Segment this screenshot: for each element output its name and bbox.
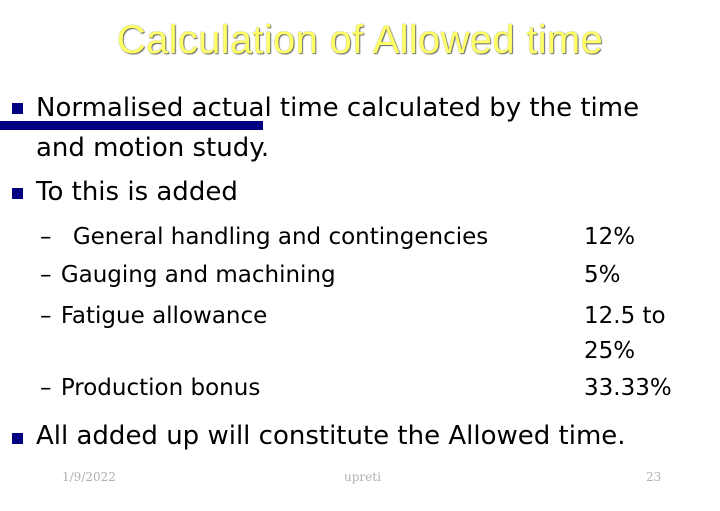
allowance-label: General handling and contingencies bbox=[72, 224, 489, 250]
dash: – bbox=[40, 224, 52, 250]
allowance-value-4: 33.33% bbox=[584, 375, 672, 401]
allowance-label: Gauging and machining bbox=[60, 262, 336, 288]
allowance-label: Fatigue allowance bbox=[60, 303, 268, 329]
allowance-label: Production bonus bbox=[60, 375, 261, 401]
bullet-text-1-line2: and motion study. bbox=[36, 133, 270, 163]
bullet-text-3: All added up will constitute the Allowed time. bbox=[36, 421, 626, 451]
bullet-marker bbox=[12, 103, 23, 114]
dash: – bbox=[40, 262, 52, 288]
dash: – bbox=[40, 375, 52, 401]
allowance-value-3-line2: 25% bbox=[584, 338, 636, 364]
footer-author: upreti bbox=[344, 470, 381, 484]
allowance-item-2 bbox=[40, 262, 336, 288]
footer-page-number: 23 bbox=[646, 470, 662, 484]
bullet-marker bbox=[12, 188, 23, 199]
allowance-item-3 bbox=[40, 303, 267, 329]
bullet-marker bbox=[12, 433, 23, 444]
allowance-value-1: 12% bbox=[584, 224, 636, 250]
slide-title: Calculation of Allowed time bbox=[116, 18, 604, 62]
allowance-value-2: 5% bbox=[584, 262, 621, 288]
allowance-item-4 bbox=[40, 375, 260, 401]
footer-date: 1/9/2022 bbox=[62, 470, 116, 484]
bullet-text-1-line1: Normalised actual time calculated by the time bbox=[36, 93, 640, 123]
bullet-text-2: To this is added bbox=[36, 177, 238, 207]
allowance-item-1 bbox=[40, 224, 488, 250]
allowance-value-3-line1: 12.5 to bbox=[584, 303, 666, 329]
dash: – bbox=[40, 303, 52, 329]
